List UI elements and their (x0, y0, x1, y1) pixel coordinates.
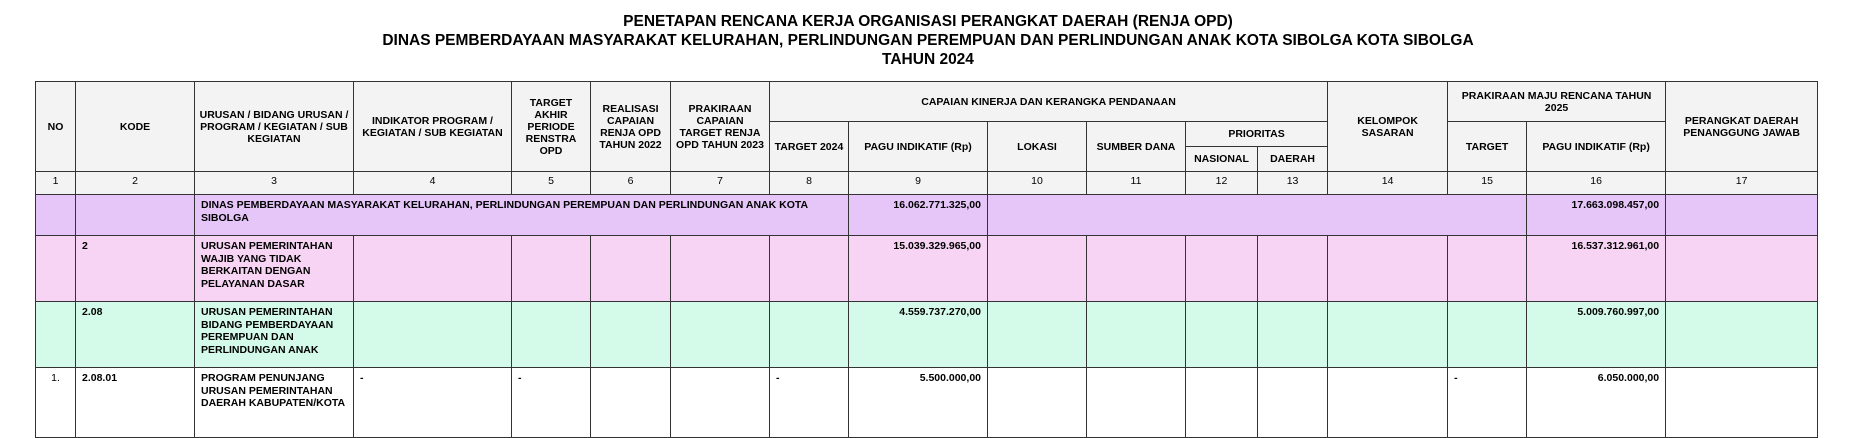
header-perangkat-daerah: PERANGKAT DAERAH PENANGGUNG JAWAB (1666, 82, 1818, 172)
program-target-2024: - (770, 368, 849, 438)
column-number: 4 (354, 172, 512, 195)
column-number: 3 (195, 172, 354, 195)
fiscal-year: TAHUN 2024 (882, 51, 974, 68)
program-pagu: 5.500.000,00 (849, 368, 988, 438)
header-urusan: URUSAN / BIDANG URUSAN / PROGRAM / KEGIATAN / SUB KEGIATAN (195, 82, 354, 172)
header-daerah: DAERAH (1258, 147, 1328, 172)
header-prakiraan-maju: PRAKIRAAN MAJU RENCANA TAHUN 2025 (1448, 82, 1666, 122)
table-row-opd (36, 195, 1818, 236)
column-number: 10 (988, 172, 1087, 195)
urusan-kode: 2 (76, 236, 195, 302)
opd-pagu: 16.062.771.325,00 (849, 195, 988, 236)
document-header (0, 0, 1856, 69)
program-kode: 2.08.01 (76, 368, 195, 438)
header-indikator: INDIKATOR PROGRAM / KEGIATAN / SUB KEGIATAN (354, 82, 512, 172)
urusan-pagu: 15.039.329.965,00 (849, 236, 988, 302)
column-number: 8 (770, 172, 849, 195)
header-kelompok-sasaran: KELOMPOK SASARAN (1328, 82, 1448, 172)
table-row-program (36, 368, 1818, 438)
bidang-kode: 2.08 (76, 302, 195, 368)
header-nasional: NASIONAL (1186, 147, 1258, 172)
table-row-bidang (36, 302, 1818, 368)
opd-name: DINAS PEMBERDAYAAN MASYARAKAT KELURAHAN, PERLINDUNGAN PEREMPUAN DAN PERLINDUNGAN ANAK KOTA SIBOLGA (195, 195, 849, 236)
column-number: 16 (1527, 172, 1666, 195)
program-target-akhir: - (512, 368, 591, 438)
column-number: 17 (1666, 172, 1818, 195)
bidang-pagu-2025: 5.009.760.997,00 (1527, 302, 1666, 368)
agency-name: DINAS PEMBERDAYAAN MASYARAKAT KELURAHAN, PERLINDUNGAN PEREMPUAN DAN PERLINDUNGAN ANAK KOTA SIBOLGA KOTA SIBOLGA (382, 32, 1474, 49)
bidang-name: URUSAN PEMERINTAHAN BIDANG PEMBERDAYAAN PEREMPUAN DAN PERLINDUNGAN ANAK (195, 302, 354, 368)
column-number: 15 (1448, 172, 1527, 195)
program-indikator: - (354, 368, 512, 438)
header-prioritas: PRIORITAS (1186, 122, 1328, 147)
column-number: 12 (1186, 172, 1258, 195)
column-number: 9 (849, 172, 988, 195)
header-pagu-indikatif: PAGU INDIKATIF (Rp) (849, 122, 988, 172)
renja-table (35, 81, 1818, 438)
header-prakiraan-capaian: PRAKIRAAN CAPAIAN TARGET RENJA OPD TAHUN 2023 (671, 82, 770, 172)
opd-pagu-2025: 17.663.098.457,00 (1527, 195, 1666, 236)
program-target-2025: - (1448, 368, 1527, 438)
header-no: NO (36, 82, 76, 172)
column-number: 14 (1328, 172, 1448, 195)
column-number: 1 (36, 172, 76, 195)
header-target: TARGET (1448, 122, 1527, 172)
column-number-row (36, 172, 1818, 195)
bidang-pagu: 4.559.737.270,00 (849, 302, 988, 368)
program-pagu-2025: 6.050.000,00 (1527, 368, 1666, 438)
program-name: PROGRAM PENUNJANG URUSAN PEMERINTAHAN DAERAH KABUPATEN/KOTA (195, 368, 354, 438)
header-sumber-dana: SUMBER DANA (1087, 122, 1186, 172)
header-realisasi: REALISASI CAPAIAN RENJA OPD TAHUN 2022 (591, 82, 671, 172)
header-target-akhir: TARGET AKHIR PERIODE RENSTRA OPD (512, 82, 591, 172)
table-row-urusan (36, 236, 1818, 302)
header-lokasi: LOKASI (988, 122, 1087, 172)
header-target-2024: TARGET 2024 (770, 122, 849, 172)
document-title: PENETAPAN RENCANA KERJA ORGANISASI PERANGKAT DAERAH (RENJA OPD) (623, 13, 1233, 30)
column-number: 2 (76, 172, 195, 195)
header-capaian-group: CAPAIAN KINERJA DAN KERANGKA PENDANAAN (770, 82, 1328, 122)
column-number: 13 (1258, 172, 1328, 195)
header-pagu-indikatif-2025: PAGU INDIKATIF (Rp) (1527, 122, 1666, 172)
program-no: 1. (36, 368, 76, 438)
column-number: 7 (671, 172, 770, 195)
column-number: 6 (591, 172, 671, 195)
urusan-name: URUSAN PEMERINTAHAN WAJIB YANG TIDAK BERKAITAN DENGAN PELAYANAN DASAR (195, 236, 354, 302)
column-number: 11 (1087, 172, 1186, 195)
column-number: 5 (512, 172, 591, 195)
urusan-pagu-2025: 16.537.312.961,00 (1527, 236, 1666, 302)
header-kode: KODE (76, 82, 195, 172)
